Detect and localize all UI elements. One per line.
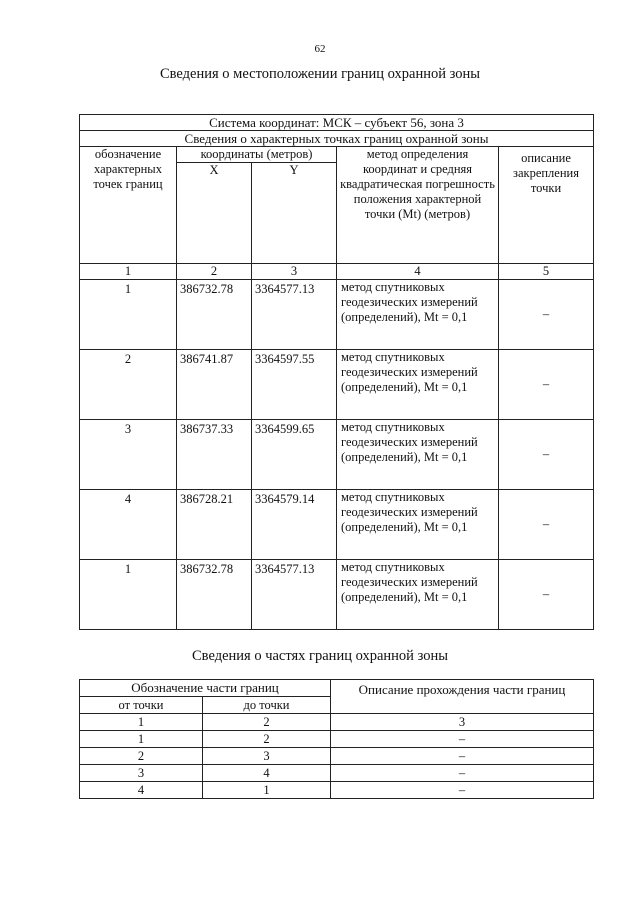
point-x: 386737.33 bbox=[177, 420, 252, 490]
point-description: – bbox=[499, 490, 594, 560]
point-x: 386741.87 bbox=[177, 350, 252, 420]
column-number: 3 bbox=[252, 264, 337, 280]
table-row bbox=[80, 280, 594, 350]
point-x: 386728.21 bbox=[177, 490, 252, 560]
points-table bbox=[79, 114, 594, 630]
part-description: – bbox=[331, 782, 594, 799]
column-numbers-row bbox=[80, 264, 594, 280]
point-description: – bbox=[499, 560, 594, 630]
column-number: 2 bbox=[177, 264, 252, 280]
part-description: – bbox=[331, 748, 594, 765]
point-id: 1 bbox=[80, 280, 177, 350]
point-y: 3364597.55 bbox=[252, 350, 337, 420]
header-coords: координаты (метров) bbox=[177, 147, 337, 163]
point-method: метод спутниковых геодезических измерений (определений), Mt = 0,1 bbox=[337, 420, 499, 490]
table-row bbox=[80, 420, 594, 490]
parts-table bbox=[79, 679, 594, 799]
header-designation: обозначение характерных точек границ bbox=[80, 147, 177, 264]
header-row-1 bbox=[80, 147, 594, 163]
part-from: 3 bbox=[80, 765, 203, 782]
point-description: – bbox=[499, 420, 594, 490]
section-title: Сведения о характерных точках границ охранной зоны bbox=[80, 131, 594, 147]
part-from: 1 bbox=[80, 731, 203, 748]
header-part-description: Описание прохождения части границ bbox=[331, 680, 594, 714]
coord-system-row bbox=[80, 115, 594, 131]
table-row bbox=[80, 490, 594, 560]
header-part: Обозначение части границ bbox=[80, 680, 331, 697]
section-title-row bbox=[80, 131, 594, 147]
part-from: 2 bbox=[80, 748, 203, 765]
header-from: от точки bbox=[80, 697, 203, 714]
part-description: – bbox=[331, 731, 594, 748]
table-row bbox=[80, 350, 594, 420]
parts-header-row-1 bbox=[80, 680, 594, 697]
part-to: 3 bbox=[203, 748, 331, 765]
heading-boundaries: Сведения о местоположении границ охранной зоны bbox=[159, 66, 480, 82]
heading-boundary-parts: Сведения о частях границ охранной зоны bbox=[192, 648, 448, 664]
part-to: 1 bbox=[203, 782, 331, 799]
point-y: 3364577.13 bbox=[252, 560, 337, 630]
header-y: Y bbox=[252, 163, 337, 264]
table-row bbox=[80, 560, 594, 630]
header-method: метод определения координат и средняя квадратическая погрешность положения характерной точки (Mt) (метров) bbox=[337, 147, 499, 264]
table-row bbox=[80, 782, 594, 799]
header-description: описание закрепления точки bbox=[499, 147, 594, 264]
point-id: 2 bbox=[80, 350, 177, 420]
table-row bbox=[80, 731, 594, 748]
table-row bbox=[80, 714, 594, 731]
point-y: 3364599.65 bbox=[252, 420, 337, 490]
point-id: 1 bbox=[80, 560, 177, 630]
column-number: 4 bbox=[337, 264, 499, 280]
part-to: 4 bbox=[203, 765, 331, 782]
point-y: 3364579.14 bbox=[252, 490, 337, 560]
part-description: 3 bbox=[331, 714, 594, 731]
coord-system: Система координат: МСК – субъект 56, зона 3 bbox=[80, 115, 594, 131]
header-to: до точки bbox=[203, 697, 331, 714]
table-row bbox=[80, 748, 594, 765]
table-row bbox=[80, 765, 594, 782]
header-x: X bbox=[177, 163, 252, 264]
point-id: 3 bbox=[80, 420, 177, 490]
part-to: 2 bbox=[203, 714, 331, 731]
column-number: 1 bbox=[80, 264, 177, 280]
point-x: 386732.78 bbox=[177, 280, 252, 350]
point-x: 386732.78 bbox=[177, 560, 252, 630]
point-description: – bbox=[499, 280, 594, 350]
point-y: 3364577.13 bbox=[252, 280, 337, 350]
part-description: – bbox=[331, 765, 594, 782]
point-method: метод спутниковых геодезических измерений (определений), Mt = 0,1 bbox=[337, 350, 499, 420]
page-number: 62 bbox=[314, 43, 326, 55]
point-id: 4 bbox=[80, 490, 177, 560]
point-method: метод спутниковых геодезических измерений (определений), Mt = 0,1 bbox=[337, 490, 499, 560]
point-method: метод спутниковых геодезических измерений (определений), Mt = 0,1 bbox=[337, 560, 499, 630]
part-from: 4 bbox=[80, 782, 203, 799]
part-from: 1 bbox=[80, 714, 203, 731]
part-to: 2 bbox=[203, 731, 331, 748]
point-description: – bbox=[499, 350, 594, 420]
point-method: метод спутниковых геодезических измерений (определений), Mt = 0,1 bbox=[337, 280, 499, 350]
column-number: 5 bbox=[499, 264, 594, 280]
